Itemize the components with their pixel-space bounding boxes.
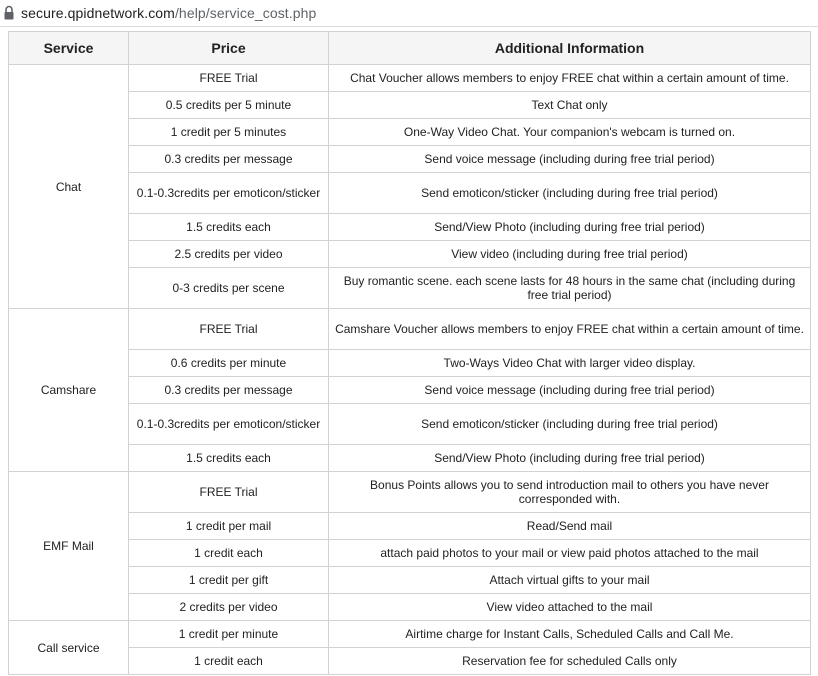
lock-icon[interactable]	[3, 5, 15, 21]
info-cell: Read/Send mail	[329, 513, 811, 540]
table-row	[9, 268, 811, 309]
table-body	[9, 65, 811, 675]
info-cell: Send emoticon/sticker (including during free trial period)	[329, 173, 811, 214]
price-cell: 0.1-0.3credits per emoticon/sticker	[129, 173, 329, 214]
address-bar[interactable]	[0, 0, 818, 27]
header-price: Price	[129, 32, 329, 65]
table-row	[9, 594, 811, 621]
price-cell: 1 credit per 5 minutes	[129, 119, 329, 146]
service-name-cell: EMF Mail	[9, 472, 129, 621]
info-cell: Send voice message (including during free trial period)	[329, 146, 811, 173]
info-cell: attach paid photos to your mail or view paid photos attached to the mail	[329, 540, 811, 567]
table-row	[9, 309, 811, 350]
service-name-cell: Chat	[9, 65, 129, 309]
price-cell: 0.5 credits per 5 minute	[129, 92, 329, 119]
info-cell: Send/View Photo (including during free trial period)	[329, 214, 811, 241]
url-path: /help/service_cost.php	[174, 5, 317, 21]
info-cell: Two-Ways Video Chat with larger video display.	[329, 350, 811, 377]
price-cell: 1 credit each	[129, 540, 329, 567]
table-row	[9, 404, 811, 445]
table-row	[9, 65, 811, 92]
table-row	[9, 621, 811, 648]
price-cell: 2.5 credits per video	[129, 241, 329, 268]
url-text[interactable]	[21, 5, 316, 21]
info-cell: View video (including during free trial period)	[329, 241, 811, 268]
table-row	[9, 472, 811, 513]
price-cell: 0.6 credits per minute	[129, 350, 329, 377]
free-trial-price-cell: FREE Trial	[129, 309, 329, 350]
service-cost-table	[8, 31, 811, 675]
service-name-cell: Camshare	[9, 309, 129, 472]
info-cell: Attach virtual gifts to your mail	[329, 567, 811, 594]
info-cell: Chat Voucher allows members to enjoy FREE chat within a certain amount of time.	[329, 65, 811, 92]
price-cell: 1 credit per gift	[129, 567, 329, 594]
table-row	[9, 173, 811, 214]
price-cell: 1 credit per minute	[129, 621, 329, 648]
url-host: secure.qpidnetwork.com	[21, 5, 175, 21]
header-service: Service	[9, 32, 129, 65]
price-cell: 1 credit per mail	[129, 513, 329, 540]
table-row	[9, 350, 811, 377]
price-cell: 1.5 credits each	[129, 445, 329, 472]
price-cell: 0.1-0.3credits per emoticon/sticker	[129, 404, 329, 445]
table-row	[9, 92, 811, 119]
info-cell: Bonus Points allows you to send introduction mail to others you have never corresponded with.	[329, 472, 811, 513]
info-cell: Send/View Photo (including during free trial period)	[329, 445, 811, 472]
header-additional-information: Additional Information	[329, 32, 811, 65]
info-cell: Send emoticon/sticker (including during free trial period)	[329, 404, 811, 445]
table-row	[9, 445, 811, 472]
service-name-cell: Call service	[9, 621, 129, 675]
table-row	[9, 146, 811, 173]
info-cell: Text Chat only	[329, 92, 811, 119]
table-row	[9, 567, 811, 594]
price-cell: 0-3 credits per scene	[129, 268, 329, 309]
free-trial-price-cell: FREE Trial	[129, 65, 329, 92]
info-cell: One-Way Video Chat. Your companion's webcam is turned on.	[329, 119, 811, 146]
table-row	[9, 540, 811, 567]
info-cell: Camshare Voucher allows members to enjoy FREE chat within a certain amount of time.	[329, 309, 811, 350]
table-row	[9, 648, 811, 675]
info-cell: Send voice message (including during free trial period)	[329, 377, 811, 404]
table-row	[9, 513, 811, 540]
table-row	[9, 214, 811, 241]
free-trial-price-cell: FREE Trial	[129, 472, 329, 513]
info-cell: Airtime charge for Instant Calls, Scheduled Calls and Call Me.	[329, 621, 811, 648]
table-header-row	[9, 32, 811, 65]
info-cell: View video attached to the mail	[329, 594, 811, 621]
price-cell: 0.3 credits per message	[129, 377, 329, 404]
info-cell: Reservation fee for scheduled Calls only	[329, 648, 811, 675]
table-row	[9, 241, 811, 268]
price-cell: 1.5 credits each	[129, 214, 329, 241]
price-cell: 2 credits per video	[129, 594, 329, 621]
info-cell: Buy romantic scene. each scene lasts for 48 hours in the same chat (including during free trial period)	[329, 268, 811, 309]
price-cell: 1 credit each	[129, 648, 329, 675]
table-row	[9, 119, 811, 146]
price-cell: 0.3 credits per message	[129, 146, 329, 173]
table-row	[9, 377, 811, 404]
